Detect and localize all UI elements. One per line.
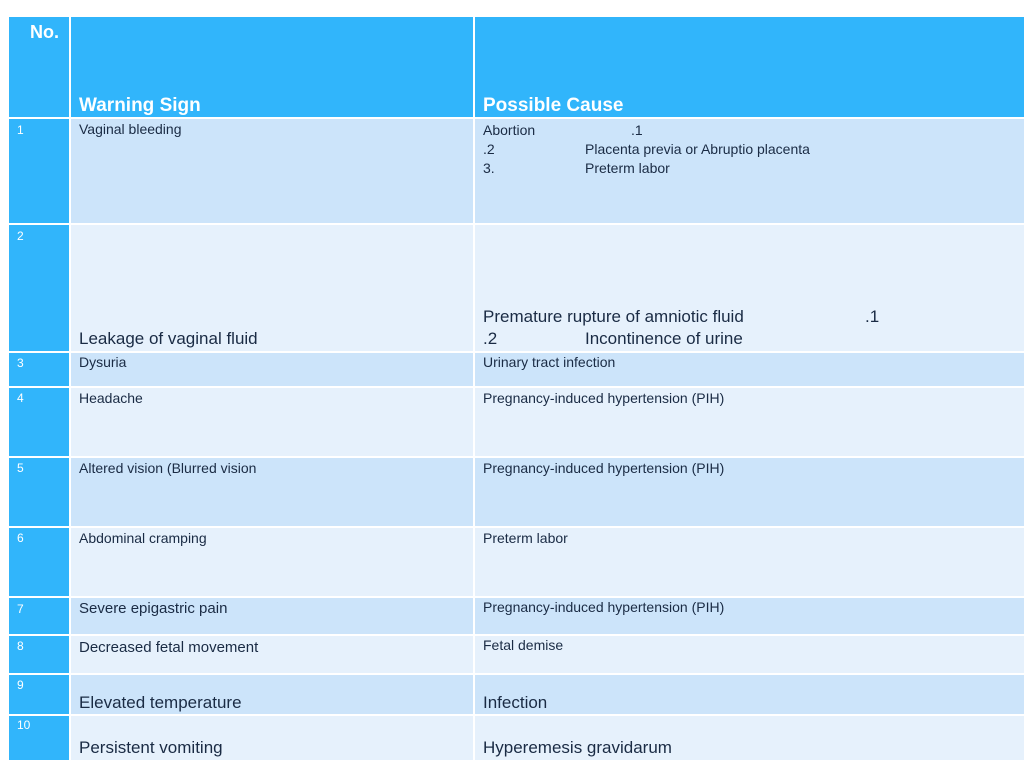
row-number: 8 — [9, 636, 71, 673]
possible-cause-cell: Abortion .1 .2 Placenta previa or Abruptio placenta 3. Preterm labor — [475, 119, 1024, 223]
warning-sign-cell: Dysuria — [71, 353, 475, 386]
warning-signs-table — [9, 17, 1024, 762]
possible-cause-cell: Preterm labor — [475, 528, 1024, 596]
table-header — [9, 17, 1024, 119]
warning-sign-cell: Headache — [71, 388, 475, 456]
warning-sign-cell: Abdominal cramping — [71, 528, 475, 596]
table-row — [9, 458, 1024, 528]
table-row — [9, 675, 1024, 716]
row-number: 3 — [9, 353, 71, 386]
warning-sign-cell: Leakage of vaginal fluid — [71, 225, 475, 351]
possible-cause-cell: Infection — [475, 675, 1024, 714]
row-number: 9 — [9, 675, 71, 714]
header-no: No. — [9, 17, 71, 117]
row-number: 10 — [9, 716, 71, 760]
possible-cause-cell: Premature rupture of amniotic fluid .1 .2 Incontinence of urine — [475, 225, 1024, 351]
possible-cause-cell: Fetal demise — [475, 636, 1024, 673]
warning-sign-cell: Persistent vomiting — [71, 716, 475, 760]
row-number: 6 — [9, 528, 71, 596]
row-number: 7 — [9, 598, 71, 634]
table-row — [9, 598, 1024, 636]
possible-cause-cell: Pregnancy-induced hypertension (PIH) — [475, 388, 1024, 456]
table-row — [9, 636, 1024, 675]
table-row — [9, 528, 1024, 598]
warning-sign-cell: Altered vision (Blurred vision — [71, 458, 475, 526]
table-row — [9, 388, 1024, 458]
table-row — [9, 353, 1024, 388]
row-number: 5 — [9, 458, 71, 526]
possible-cause-cell: Urinary tract infection — [475, 353, 1024, 386]
row-number: 4 — [9, 388, 71, 456]
possible-cause-cell: Pregnancy-induced hypertension (PIH) — [475, 598, 1024, 634]
table-row — [9, 716, 1024, 762]
possible-cause-cell: Hyperemesis gravidarum — [475, 716, 1024, 760]
row-number: 2 — [9, 225, 71, 351]
possible-cause-cell: Pregnancy-induced hypertension (PIH) — [475, 458, 1024, 526]
warning-sign-cell: Decreased fetal movement — [71, 636, 475, 673]
header-possible-cause: Possible Cause — [475, 17, 1024, 117]
warning-sign-cell: Elevated temperature — [71, 675, 475, 714]
header-warning-sign: Warning Sign — [71, 17, 475, 117]
warning-sign-cell: Severe epigastric pain — [71, 598, 475, 634]
table-row — [9, 119, 1024, 225]
warning-sign-cell: Vaginal bleeding — [71, 119, 475, 223]
row-number: 1 — [9, 119, 71, 223]
table-row — [9, 225, 1024, 353]
